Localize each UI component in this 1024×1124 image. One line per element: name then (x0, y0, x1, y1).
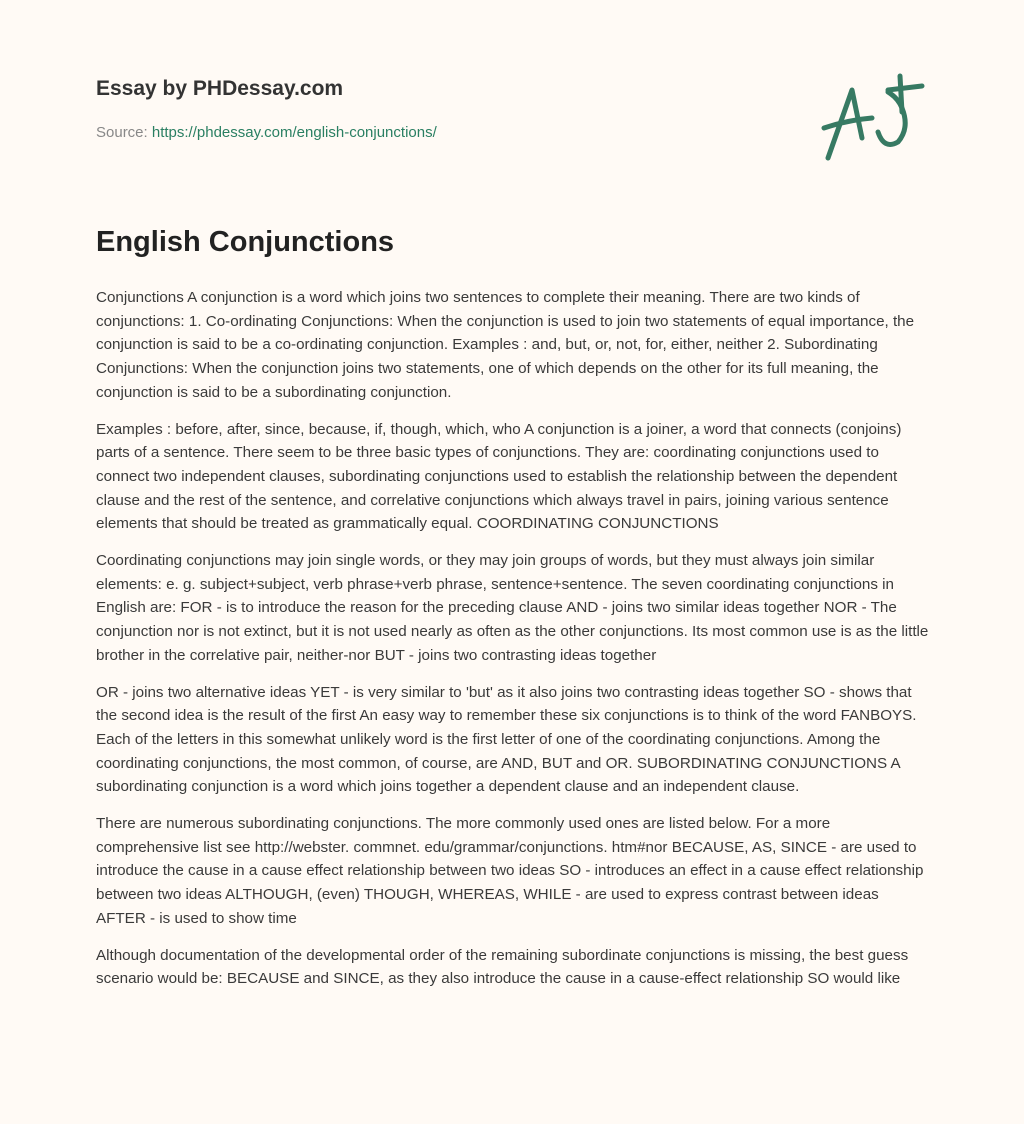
paragraph: Although documentation of the developmental order of the remaining subordinate conjunctions is missing, the best guess scenario would be: BECAUSE and SINCE, as they also introduce the cause in a cause-effect relationship SO would like (96, 946, 909, 988)
source-line (96, 124, 437, 141)
paragraph: Examples : before, after, since, because, if, though, which, who A conjunction is a joiner, a word that connects (conjoins) parts of a sentence. There seem to be three basic types of conjunctions. They are: coordinating conjunctions used to connect two independent clauses, subordinating conjunctions used to establish the relationship between the dependent clause and the rest of the sentence, and correlative conjunctions which always travel in pairs, joining various sentence elements that should be treated as grammatically equal. COORDINATING CONJUNCTIONS (96, 420, 902, 533)
site-title: Essay by PHDessay.com (96, 77, 344, 100)
paragraph: There are numerous subordinating conjunctions. The more commonly used ones are listed below. For a more comprehensive list see http://webster. commnet. edu/grammar/conjunctions. htm#nor BECAUSE, AS, SINCE - are used to introduce the cause in a cause effect relationship between two ideas SO - introduces an effect in a cause effect relationship between two ideas ALTHOUGH, (even) THOUGH, WHEREAS, WHILE - are used to express contrast between ideas AFTER - is used to show time (96, 815, 924, 927)
paragraph: Coordinating conjunctions may join single words, or they may join groups of words, but they must always join similar elements: e. g. subject+subject, verb phrase+verb phrase, sentence+sentence. The seven coordinating conjunctions in English are: FOR - is to introduce the reason for the preceding clause AND - joins two similar ideas together NOR - The conjunction nor is not extinct, but it is not used nearly as often as the other conjunctions. Its most common use is as the little brother in the correlative pair, neither-nor BUT - joins two contrasting ideas together (96, 552, 929, 664)
a-plus-logo-icon (818, 68, 928, 168)
source-label: Source: (96, 124, 148, 141)
paragraph: Conjunctions A conjunction is a word which joins two sentences to complete their meaning. There are two kinds of conjunctions: 1. Co-ordinating Conjunctions: When the conjunction is used to join two statements of equal importance, the conjunction is said to be a co-ordinating conjunction. Examples : and, but, or, not, for, either, neither 2. Subordinating Conjunctions: When the conjunction joins two statements, one of which depends on the other for its full meaning, the conjunction is said to be a subordinating conjunction. (96, 289, 915, 401)
article-title: English Conjunctions (96, 226, 395, 258)
paragraph: OR - joins two alternative ideas YET - is very similar to 'but' as it also joins two contrasting ideas together SO - shows that the second idea is the result of the first An easy way to remember these six conjunctions is to think of the word FANBOYS. Each of the letters in this somewhat unlikely word is the first letter of one of the coordinating conjunctions. Among the coordinating conjunctions, the most common, of course, are AND, BUT and OR. SUBORDINATING CONJUNCTIONS A subordinating conjunction is a word which joins together a dependent clause and an independent clause. (96, 683, 917, 796)
source-link[interactable]: https://phdessay.com/english-conjunctions/ (151, 124, 437, 141)
article-body (96, 286, 931, 1004)
